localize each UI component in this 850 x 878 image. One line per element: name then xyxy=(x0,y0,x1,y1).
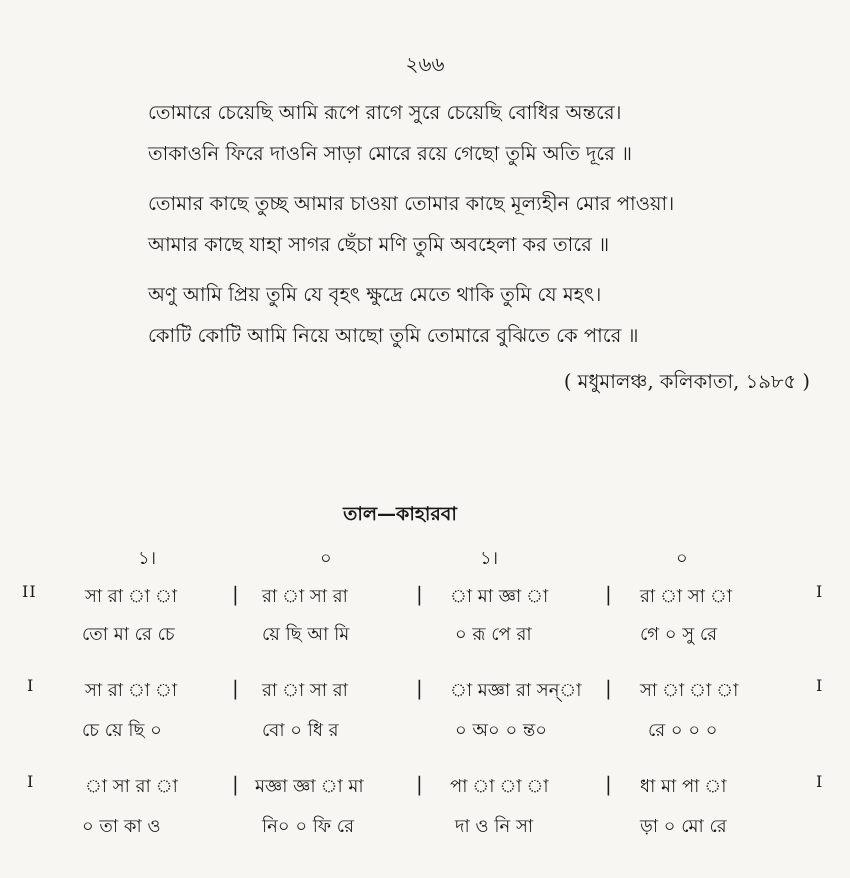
swara-row xyxy=(0,582,850,614)
lyric-line: তাকাওনি ফিরে দাওনি সাড়া মোরে রয়ে গেছো তুমি অতি দূরে ॥ xyxy=(148,142,633,165)
lyric-cell: তো মা রে চে xyxy=(82,624,175,645)
end-bar-mark: I xyxy=(816,582,824,601)
stanza-1 xyxy=(148,92,828,174)
lyric-cell: বো ০ ধি র xyxy=(262,720,339,741)
swara-cell: সা রা া া xyxy=(85,680,178,701)
lyric-cell: ০ রূ পে রা xyxy=(455,624,532,645)
swara-row xyxy=(0,676,850,708)
lyric-cell: নি০ ০ ফি রে xyxy=(262,816,354,837)
swara-cell: া মজ্ঞা রা সন্‌া xyxy=(450,680,582,701)
lyric-cell: গে ০ সু রে xyxy=(640,624,718,645)
bar-line: | xyxy=(416,772,423,796)
bar-line: | xyxy=(605,582,612,606)
swara-cell: পা া া া xyxy=(450,776,549,797)
lyric-line: কোটি কোটি আমি নিয়ে আছো তুমি তোমারে বুঝিতে কে পারে ॥ xyxy=(148,324,639,347)
composition-signature: ( মধুমালঞ্চ, কলিকাতা, ১৯৮৫ ) xyxy=(563,370,810,393)
swara-cell: া সা রা া xyxy=(85,776,178,797)
bar-line: | xyxy=(605,772,612,796)
beat-marker-3: ১। xyxy=(480,548,499,569)
lyric-syllable-row xyxy=(0,812,850,844)
lyric-line: তোমারে চেয়েছি আমি রূপে রাগে সুরে চেয়েছি বোধির অন্তরে। xyxy=(148,101,622,124)
lyric-cell: দা ও নি সা xyxy=(455,816,534,837)
beat-marker-1: ১। xyxy=(138,548,157,569)
bar-line: | xyxy=(605,676,612,700)
end-bar-mark: I xyxy=(816,772,824,791)
swara-cell: রা া সা রা xyxy=(262,680,348,701)
song-lyrics xyxy=(148,92,828,365)
swara-cell: রা া সা া xyxy=(640,586,733,607)
stanza-3 xyxy=(148,274,828,356)
swara-cell: রা া সা রা xyxy=(262,586,348,607)
stanza-2 xyxy=(148,183,828,265)
bar-line: | xyxy=(416,676,423,700)
bar-line: | xyxy=(232,582,239,606)
start-bar-mark: I xyxy=(27,676,35,695)
lyric-line: তোমার কাছে তুচ্ছ আমার চাওয়া তোমার কাছে মূল্যহীন মোর পাওয়া। xyxy=(148,192,675,215)
lyric-line: অণু আমি প্রিয় তুমি যে বৃহৎ ক্ষুদ্রে মেতে থাকি তুমি যে মহৎ। xyxy=(148,283,602,306)
lyric-syllable-row xyxy=(0,716,850,748)
bar-line: | xyxy=(232,772,239,796)
beat-marker-2: ০ xyxy=(320,548,332,569)
lyric-cell: ড়া ০ মো রে xyxy=(640,816,727,837)
swara-cell: মজ্ঞা জ্ঞা া মা xyxy=(255,776,364,797)
lyric-cell: য়ে ছি আ মি xyxy=(262,624,350,645)
lyric-cell: ০ অ০ ০ ন্ত০ xyxy=(455,720,547,741)
page-number: ২৬৬ xyxy=(405,52,445,76)
swara-cell: সা রা া া xyxy=(85,586,178,607)
bar-line: | xyxy=(232,676,239,700)
swara-cell: ধা মা পা া xyxy=(640,776,727,797)
bar-line: | xyxy=(416,582,423,606)
lyric-cell: ০ তা কা ও xyxy=(82,816,161,837)
start-bar-mark: I xyxy=(27,772,35,791)
swara-cell: া মা জ্ঞা া xyxy=(450,586,549,607)
beat-marker-4: ০ xyxy=(676,548,688,569)
swara-cell: সা া া া xyxy=(640,680,739,701)
lyric-cell: রে ০ ০ ০ xyxy=(648,720,718,741)
start-bar-mark: II xyxy=(22,582,37,601)
tala-heading: তাল—কাহারবা xyxy=(343,503,457,525)
lyric-syllable-row xyxy=(0,620,850,652)
lyric-cell: চে য়ে ছি ০ xyxy=(82,720,162,741)
lyric-line: আমার কাছে যাহা সাগর ছেঁচা মণি তুমি অবহেলা কর তারে ॥ xyxy=(148,233,610,256)
swara-row xyxy=(0,772,850,804)
end-bar-mark: I xyxy=(816,676,824,695)
